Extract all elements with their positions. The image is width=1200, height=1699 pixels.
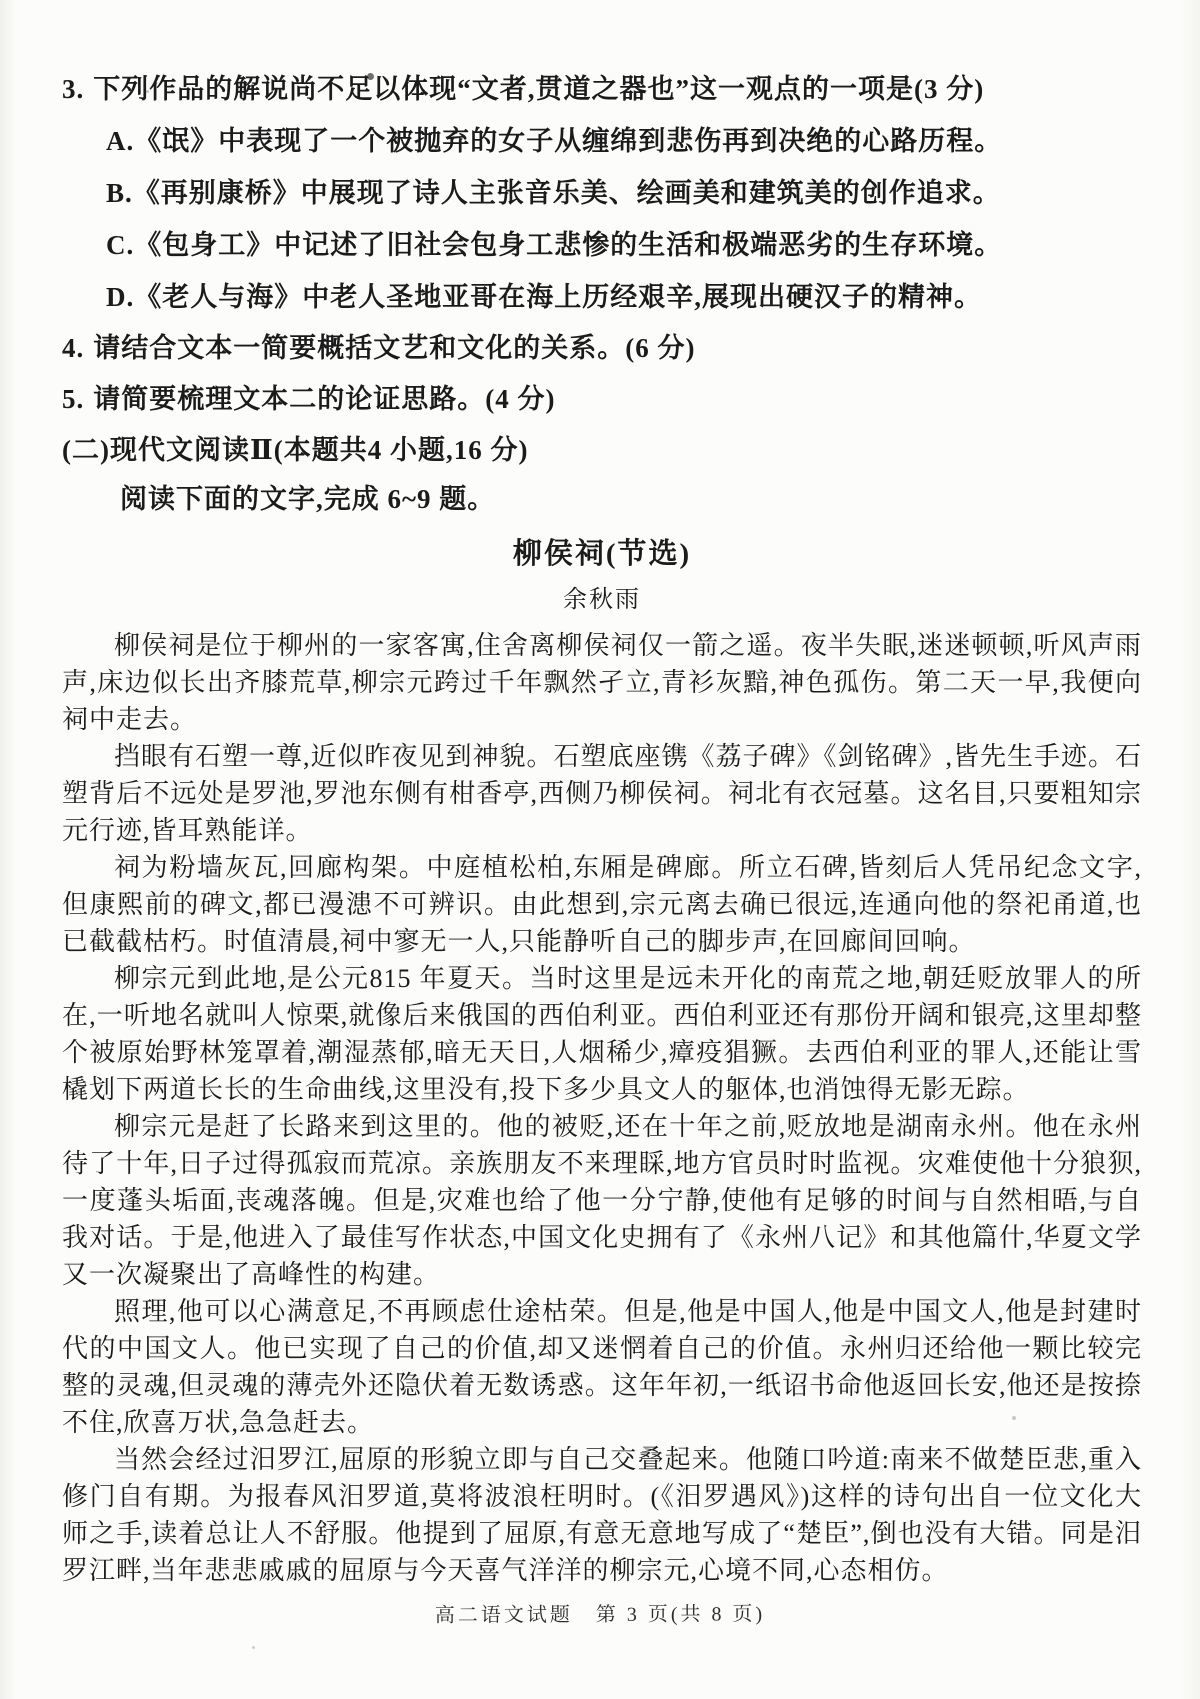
question-3-options <box>62 115 1142 323</box>
section-2-heading: (二)现代文阅读Ⅱ(本题共4 小题,16 分) <box>62 435 529 465</box>
page-footer: 高二语文试题 第 3 页(共 8 页) <box>434 1603 766 1627</box>
option-c: C.《包身工》中记述了旧社会包身工悲惨的生活和极端恶劣的生存环境。 <box>106 230 1003 260</box>
passage-paragraph-7: 当然会经过汨罗江,屈原的形貌立即与自己交叠起来。他随口吟道:南来不做楚臣悲,重入修门自有期。为报春风汨罗道,莫将波浪枉明时。(《汨罗遇风》)这样的诗句出自一位文化大师之手,读着总让人不舒服。他提到了屈原,有意无意地写成了“楚臣”,倒也没有大错。同是汨罗江畔,当年悲悲戚戚的屈原与今天喜气洋洋的柳宗元,心境不同,心态相仿。 <box>62 1445 1142 1585</box>
question-5 <box>62 374 1142 425</box>
passage-paragraph-3: 祠为粉墙灰瓦,回廊构架。中庭植松柏,东厢是碑廊。所立石碑,皆刻后人凭吊纪念文字,但康熙前的碑文,都已漫漶不可辨识。由此想到,宗元离去确已很远,连通向他的祭祀甬道,也已截截枯朽。时值清晨,祠中寥无一人,只能静听自己的脚步声,在回廊间回响。 <box>62 853 1142 956</box>
passage-paragraph-4: 柳宗元到此地,是公元815 年夏天。当时这里是远未开化的南荒之地,朝廷贬放罪人的所在,一听地名就叫人惊栗,就像后来俄国的西伯利亚。西伯利亚还有那份开阔和银亮,这里却整个被原始野林笼罩着,潮湿蒸郁,暗无天日,人烟稀少,瘴疫猖獗。去西伯利亚的罪人,还能让雪橇划下两道长长的生命曲线,这里没有,投下多少具文人的躯体,也消蚀得无影无踪。 <box>62 964 1142 1104</box>
question-4 <box>62 323 1142 374</box>
reading-passage <box>62 529 1142 1592</box>
questions-block <box>62 64 1142 523</box>
option-a: A.《氓》中表现了一个被抛弃的女子从缠绵到悲伤再到决绝的心路历程。 <box>106 126 1003 156</box>
question-5-number: 5. <box>62 384 85 414</box>
reading-instruction: 阅读下面的文字,完成 6~9 题。 <box>120 484 496 514</box>
passage-title: 柳侯祠(节选) <box>512 538 692 570</box>
passage-author: 余秋雨 <box>563 587 641 613</box>
question-3-text: 下列作品的解说尚不足以体现“文者,贯道之器也”这一观点的一项是(3 分) <box>93 74 985 104</box>
passage-paragraph-6: 照理,他可以心满意足,不再顾虑仕途枯荣。但是,他是中国人,他是中国文人,他是封建时代的中国文人。他已实现了自己的价值,却又迷惘着自己的价值。永州归还给他一颗比较完整的灵魂,但灵魂的薄壳外还隐伏着无数诱惑。这年年初,一纸诏书命他返回长安,他还是按捺不住,欣喜万状,急急赶去。 <box>62 1297 1142 1437</box>
question-4-number: 4. <box>62 333 85 363</box>
question-3 <box>62 64 1142 115</box>
question-4-text: 请结合文本一简要概括文艺和文化的关系。(6 分) <box>93 333 696 363</box>
scan-speck <box>252 1646 255 1649</box>
question-5-text: 请简要梳理文本二的论证思路。(4 分) <box>93 384 556 414</box>
passage-paragraph-1: 柳侯祠是位于柳州的一家客寓,住舍离柳侯祠仅一箭之遥。夜半失眠,迷迷顿顿,听风声雨声,床边似长出齐膝荒草,柳宗元跨过千年飘然孑立,青衫灰黯,神色孤伤。第二天一早,我便向祠中走去。 <box>62 631 1142 734</box>
passage-paragraph-2: 挡眼有石塑一尊,近似昨夜见到神貌。石塑底座镌《荔子碑》《剑铭碑》,皆先生手迹。石塑背后不远处是罗池,罗池东侧有柑香亭,西侧乃柳侯祠。祠北有衣冠墓。这名目,只要粗知宗元行迹,皆耳熟能详。 <box>62 742 1143 845</box>
question-3-number: 3. <box>62 74 85 104</box>
option-b: B.《再别康桥》中展现了诗人主张音乐美、绘画美和建筑美的创作追求。 <box>106 178 1001 208</box>
passage-paragraph-8 <box>62 1589 1142 1592</box>
option-d: D.《老人与海》中老人圣地亚哥在海上历经艰辛,展现出硬汉子的精神。 <box>106 282 982 312</box>
passage-paragraph-5: 柳宗元是赶了长路来到这里的。他的被贬,还在十年之前,贬放地是湖南永州。他在永州待了十年,日子过得孤寂而荒凉。亲族朋友不来理睬,地方官员时时监视。灾难使他十分狼狈,一度蓬头垢面,丧魂落魄。但是,灾难也给了他一分宁静,使他有足够的时间与自然相晤,与自我对话。于是,他进入了最佳写作状态,中国文化史拥有了《永州八记》和其他篇什,华夏文学又一次凝聚出了高峰性的构建。 <box>62 1112 1142 1289</box>
